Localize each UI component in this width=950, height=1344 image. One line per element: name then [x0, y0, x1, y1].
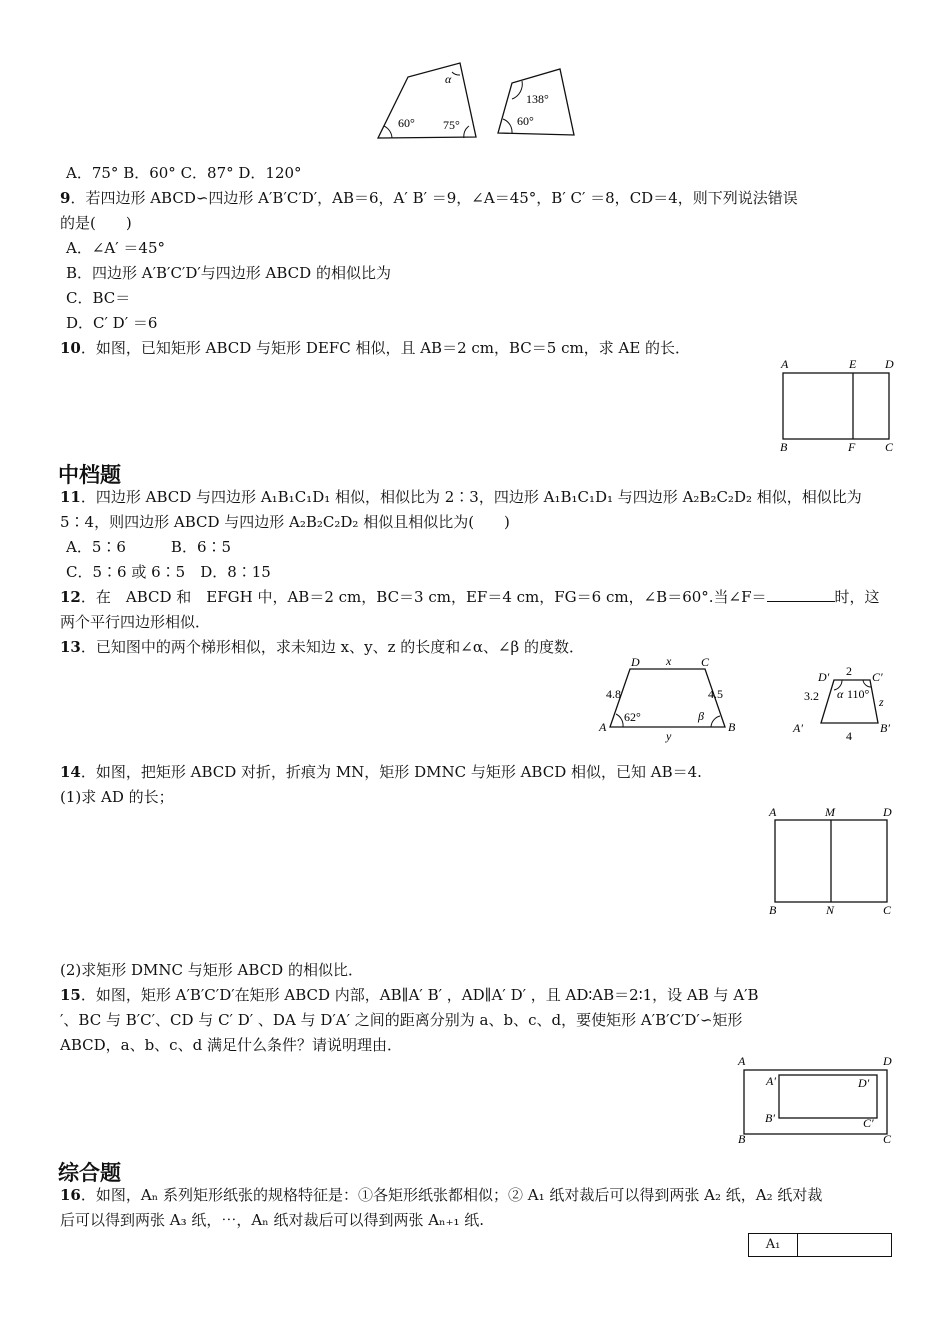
q8-angle-60-left: 60°	[398, 116, 415, 130]
q12-answer-blank[interactable]	[767, 587, 835, 602]
q8-alpha: α	[445, 72, 452, 86]
q15-stem-line1: ．如图，矩形 A′B′C′D′在矩形 ABCD 内部，AB∥A′ B′ ，AD∥A′ D′ ，且 AD∶AB＝2∶1，设 AB 与 A′B	[80, 986, 759, 1004]
q11-number: 11	[60, 488, 81, 506]
q13-f1-label-a: A	[599, 720, 607, 734]
q14-part-1: (1)求 AD 的长；	[60, 788, 174, 806]
q11-stem-line1: ．四边形 ABCD 与四边形 A₁B₁C₁D₁ 相似，相似比为 2∶3，四边形 A₁B₁C₁D₁ 与四边形 A₂B₂C₂D₂ 相似，相似比为	[80, 488, 862, 506]
q12-number: 12	[60, 588, 81, 606]
q13-trapezoid-2	[788, 660, 903, 745]
q9-stem-line1: ．若四边形 ABCD∽四边形 A′B′C′D′，AB＝6，A′ B′ ＝9，∠A＝45°，B′ C′ ＝8，CD＝4，则下列说法错误	[70, 189, 798, 207]
q8-angle-138: 138°	[526, 92, 549, 106]
q14-label-n: N	[826, 903, 835, 917]
q9-option-a: A．∠A′ ＝45°	[66, 239, 165, 257]
q14-label-c: C	[883, 903, 892, 917]
q14-stem	[60, 760, 895, 784]
q13-f1-label-x: x	[666, 654, 672, 668]
q13-trapezoid-1	[595, 654, 745, 744]
q13-f1-beta: β	[698, 709, 704, 723]
q13-number: 13	[60, 638, 81, 656]
q8-right-quadrilateral	[498, 69, 574, 135]
section-heading-mid: 中档题	[58, 463, 121, 487]
q13-f2-label-c: C′	[872, 670, 883, 684]
q14-part-2: (2)求矩形 DMNC 与矩形 ABCD 的相似比．	[60, 961, 363, 979]
q15-label-a: A	[738, 1054, 746, 1068]
q16-number: 16	[60, 1186, 81, 1204]
q9-stem	[60, 186, 895, 210]
q13-f1-label-y: y	[666, 729, 672, 743]
q16-stem	[60, 1183, 895, 1207]
q8-angle-60-right: 60°	[517, 114, 534, 128]
q13-f1-right-side: 4.5	[708, 687, 723, 701]
q13-stem-text: ．已知图中的两个梯形相似，求未知边 x、y、z 的长度和∠α、∠β 的度数．	[80, 638, 584, 656]
q13-f2-label-b: B′	[880, 721, 890, 735]
q14-number: 14	[60, 763, 81, 781]
q10-label-e: E	[849, 357, 857, 371]
q13-f2-alpha: α	[837, 687, 844, 701]
q9-option-c: C．BC＝	[66, 289, 131, 307]
q15-stem-line3: ABCD，a、b、c、d 满足什么条件？请说明理由．	[60, 1036, 402, 1054]
q13-f1-label-d: D	[631, 655, 640, 669]
q9-number: 9	[60, 189, 71, 207]
q10-label-a: A	[781, 357, 789, 371]
q10-stem	[60, 336, 895, 360]
q16-stem-line1: ．如图，Aₙ 系列矩形纸张的规格特征是：①各矩形纸张都相似；② A₁ 纸对裁后可以得到两张 A₂ 纸，A₂ 纸对裁	[80, 1186, 823, 1204]
q13-f2-angle-110: 110°	[847, 687, 870, 701]
q10-stem-text: ．如图，已知矩形 ABCD 与矩形 DEFC 相似，且 AB＝2 cm，BC＝5 cm，求 AE 的长．	[80, 339, 691, 357]
q14-label-a: A	[769, 805, 777, 819]
q13-f2-label-a: A′	[793, 721, 803, 735]
q13-f1-left-side: 4.8	[606, 687, 621, 701]
q14-label-m: M	[825, 805, 835, 819]
q9-option-d: D．C′ D′ ＝6	[66, 314, 158, 332]
q13-f2-top: 2	[846, 664, 852, 678]
q13-f1-angle-62: 62°	[624, 710, 641, 724]
q8-left-quadrilateral	[378, 63, 476, 138]
q12-stem	[60, 585, 895, 609]
q8-figure	[370, 55, 590, 145]
q12-stem-part2: 时，这	[834, 588, 880, 606]
q16-stem-line2: 后可以得到两张 A₃ 纸，⋯，Aₙ 纸对裁后可以得到两张 Aₙ₊₁ 纸.	[60, 1211, 485, 1229]
q12-stem-part1: ．在 ABCD 和 EFGH 中，AB＝2 cm，BC＝3 cm，EF＝4 cm，FG＝6 cm，∠B＝60°.当∠F＝	[80, 588, 767, 606]
q14-figure	[762, 803, 897, 918]
q16-paper-table	[748, 1233, 892, 1257]
q15-label-a-prime: A′	[766, 1074, 776, 1088]
q15-label-d-prime: D′	[858, 1076, 870, 1090]
q15-number: 15	[60, 986, 81, 1004]
q10-label-c: C	[885, 440, 894, 454]
q11-options-cd: C．5∶6 或 6∶5 D．8∶15	[66, 563, 271, 581]
q9-stem-line2: 的是( )	[60, 214, 132, 232]
q10-label-d: D	[885, 357, 894, 371]
q16-cell-empty	[798, 1234, 891, 1256]
q16-cell-a1: A₁	[749, 1234, 798, 1256]
section-heading-comprehensive: 综合题	[58, 1161, 121, 1185]
q15-label-c-prime: C′	[863, 1116, 874, 1130]
q11-options-ab: A．5∶6 B．6∶5	[66, 538, 232, 556]
q10-label-f: F	[848, 440, 856, 454]
q8-options: A．75° B．60° C．87° D．120°	[66, 164, 302, 182]
q13-f1-label-b: B	[728, 720, 736, 734]
q13-stem	[60, 635, 895, 659]
q10-label-b: B	[780, 440, 788, 454]
q10-number: 10	[60, 339, 81, 357]
q14-label-d: D	[883, 805, 892, 819]
q8-angle-75: 75°	[443, 118, 460, 132]
q13-f2-bottom: 4	[846, 729, 852, 743]
q15-stem	[60, 983, 895, 1007]
q15-label-c: C	[883, 1132, 892, 1146]
q9-option-b: B．四边形 A′B′C′D′与四边形 ABCD 的相似比为	[66, 264, 391, 282]
q15-label-b-prime: B′	[765, 1111, 775, 1125]
q10-figure	[775, 356, 900, 456]
q12-stem-line2: 两个平行四边形相似．	[60, 613, 211, 631]
q13-f2-left-side: 3.2	[804, 689, 819, 703]
q15-label-b: B	[738, 1132, 746, 1146]
q13-f2-label-d: D′	[818, 670, 830, 684]
q13-f2-z: z	[879, 695, 884, 709]
q14-label-b: B	[769, 903, 777, 917]
q13-f1-label-c: C	[701, 655, 710, 669]
q15-stem-line2: ′、BC 与 B′C′、CD 与 C′ D′ 、DA 与 D′A′ 之间的距离分别为 a、b、c、d，要使矩形 A′B′C′D′∽矩形	[60, 1011, 743, 1029]
q11-stem-line2: 5∶4，则四边形 ABCD 与四边形 A₂B₂C₂D₂ 相似且相似比为( )	[60, 513, 510, 531]
q11-stem	[60, 485, 895, 509]
q14-stem-text: ．如图，把矩形 ABCD 对折，折痕为 MN，矩形 DMNC 与矩形 ABCD 相似，已知 AB＝4.	[80, 763, 702, 781]
q15-label-d: D	[883, 1054, 892, 1068]
q15-figure	[735, 1053, 900, 1148]
